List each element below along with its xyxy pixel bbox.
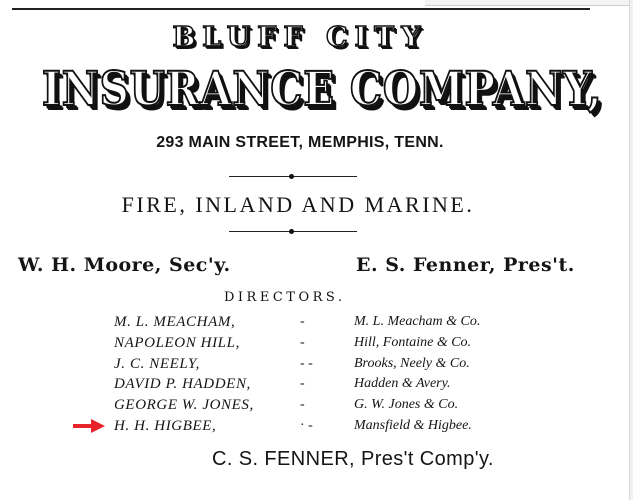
top-rule: [12, 8, 590, 10]
director-row: [0, 376, 600, 396]
director-row: [0, 314, 600, 334]
company-title-line2: INSURANCE COMPANY,: [42, 62, 603, 117]
director-row: [0, 356, 600, 376]
director-row: [0, 335, 600, 355]
director-firm: Hadden & Avery.: [354, 376, 451, 392]
divider-dot: [289, 174, 294, 179]
director-name: DAVID P. HADDEN,: [114, 376, 251, 393]
director-name: J. C. NEELY,: [114, 355, 200, 372]
divider-lower: [229, 231, 357, 232]
scrollbar-edge[interactable]: [629, 0, 633, 500]
director-firm: Hill, Fontaine & Co.: [354, 334, 472, 350]
director-separator: -: [300, 376, 305, 392]
secretary-name: W. H. Moore, Sec'y.: [18, 254, 231, 276]
director-separator: -: [300, 397, 305, 413]
red-arrow-icon: [73, 419, 105, 433]
director-name: NAPOLEON HILL,: [114, 334, 240, 351]
divider-dot: [289, 229, 294, 234]
director-firm: Brooks, Neely & Co.: [354, 355, 470, 371]
director-separator: -: [300, 314, 305, 329]
window-edge-fragment: [425, 0, 633, 6]
director-name: M. L. MEACHAM,: [114, 314, 236, 330]
president-name: E. S. Fenner, Pres't.: [356, 254, 575, 276]
director-firm: G. W. Jones & Co.: [354, 397, 459, 413]
director-separator: · -: [300, 418, 313, 433]
director-name: GEORGE W. JONES,: [114, 397, 254, 414]
company-title-line1: BLUFF CITY: [172, 22, 428, 53]
director-separator: - -: [300, 355, 313, 371]
director-firm: Mansfield & Higbee.: [354, 418, 472, 433]
directors-heading: DIRECTORS.: [224, 290, 346, 305]
divider-upper: [229, 176, 357, 177]
director-row: [0, 397, 600, 417]
director-name: H. H. HIGBEE,: [114, 418, 217, 434]
lines-of-business: FIRE, INLAND AND MARINE.: [121, 192, 475, 217]
address-line: 293 MAIN STREET, MEMPHIS, TENN.: [156, 134, 444, 151]
director-firm: M. L. Meacham & Co.: [354, 314, 481, 329]
signature-line: C. S. FENNER, Pres't Comp'y.: [212, 448, 494, 470]
director-separator: -: [300, 334, 305, 350]
